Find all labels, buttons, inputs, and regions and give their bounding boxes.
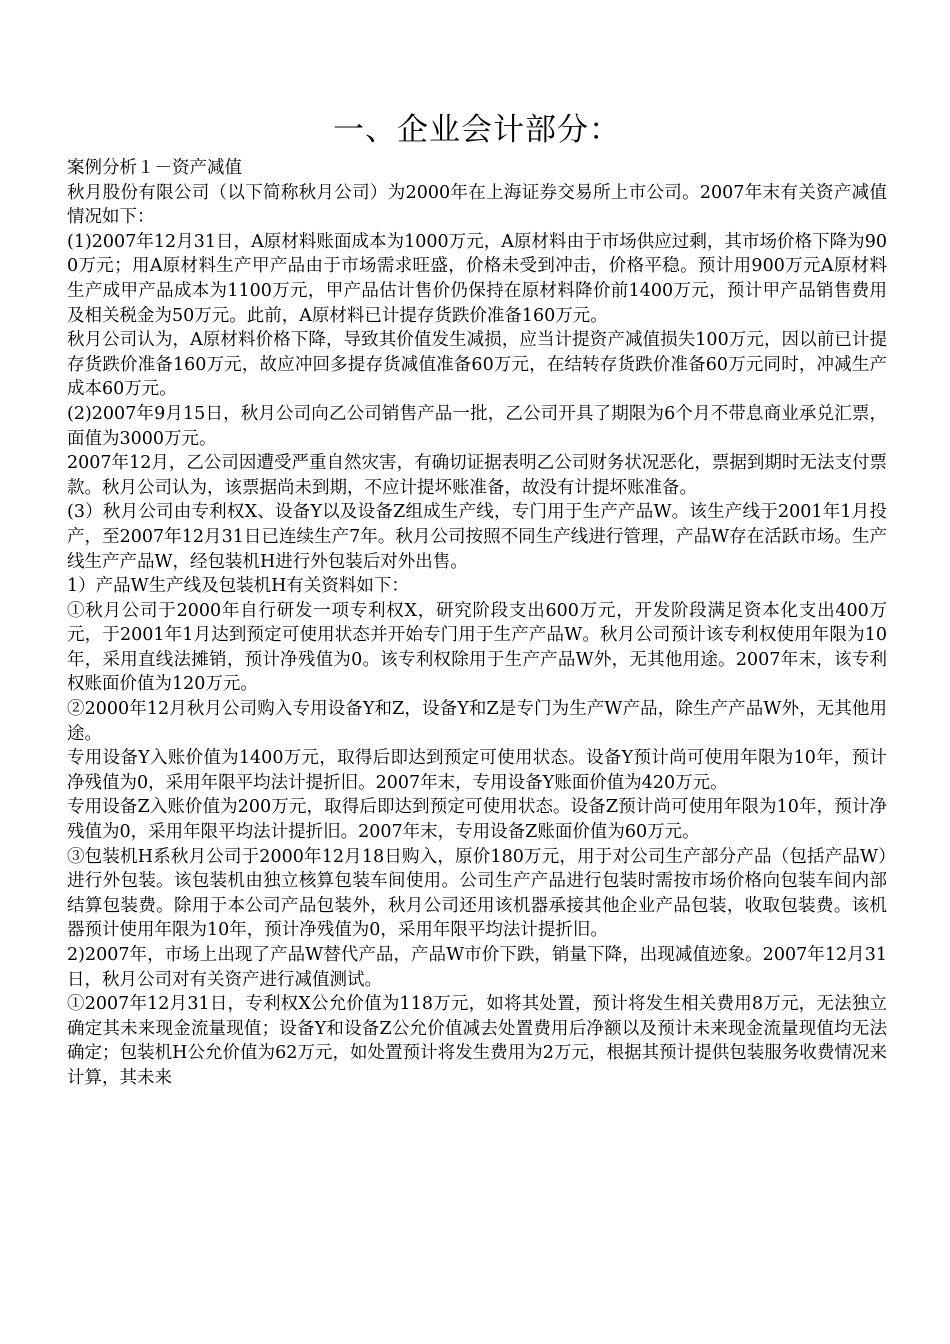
- paragraph-item-3: (3）秋月公司由专利权X、设备Y以及设备Z组成生产线，专门用于生产产品W。该生产线于2001年1月投产，至2007年12月31日已连续生产7年。秋月公司按照不同生产线进行管理，产品W存在活跃市场。生产线生产产品W，经包装机H进行外包装后对外出售。: [67, 502, 887, 572]
- paragraph-item-2: (2)2007年9月15日，秋月公司向乙公司销售产品一批，乙公司开具了期限为6个月不带息商业承兑汇票，面值为3000万元。: [67, 403, 887, 449]
- paragraph-subheading-1: 1）产品W生产线及包装机H有关资料如下：: [67, 576, 409, 597]
- page-title: 一、企业会计部分：: [333, 112, 621, 148]
- paragraph-intro: 秋月股份有限公司（以下简称秋月公司）为2000年在上海证券交易所上市公司。2007年末有关资产减值情况如下：: [67, 182, 887, 228]
- paragraph-item-2-opinion: 2007年12月，乙公司因遭受严重自然灾害，有确切证据表明乙公司财务状况恶化，票据到期时无法支付票款。秋月公司认为，该票据尚未到期，不应计提坏账准备，故没有计提坏账准备。: [67, 453, 887, 498]
- paragraph-equipment-y: 专用设备Y入账价值为1400万元，取得后即达到预定可使用状态。设备Y预计尚可使用年限为10年，预计净残值为0，采用年限平均法计提折旧。2007年末，专用设备Y账面价值为420万元。: [67, 748, 887, 793]
- paragraph-item-1: (1)2007年12月31日，A原材料账面成本为1000万元，A原材料由于市场供应过剩，其市场价格下降为900万元；用A原材料生产甲产品由于市场需求旺盛，价格未受到冲击，价格平稳。预计用900万元A原材料生产成甲产品成本为1100万元，甲产品估计售价仍保持在原材料降价前1400万元，预计甲产品销售费用及相关税金为50万元。此前，A原材料已计提存货跌价准备160万元。: [67, 231, 887, 326]
- paragraph-subheading-2: 2)2007年，市场上出现了产品W替代产品，产品W市价下跌，销量下降，出现减值迹象。2007年12月31日，秋月公司对有关资产进行减值测试。: [67, 945, 887, 990]
- paragraph-patent-x: ①秋月公司于2000年自行研发一项专利权X，研究阶段支出600万元，开发阶段满足资本化支出400万元，于2001年1月达到预定可使用状态并开始专门用于生产产品W。秋月公司预计该专利权使用年限为10年，采用直线法摊销，预计净残值为0。该专利权除用于生产产品W外，无其他用途。2007年末，该专利权账面价值为120万元。: [67, 600, 887, 695]
- document-page: [67, 110, 887, 1091]
- paragraph-item-1-opinion: 秋月公司认为，A原材料价格下降，导致其价值发生减损，应当计提资产减值损失100万元，因以前已计提存货跌价准备160万元，故应冲回多提存货减值准备60万元，在结转存货跌价准备60万元同时，冲减生产成本60万元。: [67, 330, 887, 400]
- paragraph-impairment-test: ①2007年12月31日，专利权X公允价值为118万元，如将其处置，预计将发生相关费用8万元，无法独立确定其未来现金流量现值；设备Y和设备Z公允价值减去处置费用后净额以及预计未来现金流量现值均无法确定；包装机H公允价值为62万元，如处置预计将发生费用为2万元，根据其预计提供包装服务收费情况来计算，其未来: [67, 994, 887, 1088]
- paragraph-equipment-z: 专用设备Z入账价值为200万元，取得后即达到预定可使用状态。设备Z预计尚可使用年限为10年，预计净残值为0，采用年限平均法计提折旧。2007年末，专用设备Z账面价值为60万元。: [67, 797, 887, 843]
- paragraph-equipment-yz: ②2000年12月秋月公司购入专用设备Y和Z，设备Y和Z是专门为生产W产品，除生产产品W外，无其他用途。: [67, 699, 887, 744]
- case-heading: 案例分析１－资产减值: [67, 158, 242, 178]
- paragraph-packer-h: ③包装机H系秋月公司于2000年12月18日购入，原价180万元，用于对公司生产部分产品（包括产品W）进行外包装。该包装机由独立核算包装车间使用。公司生产产品进行包装时需按市场价格向包装车间内部结算包装费。除用于本公司产品包装外，秋月公司还用该机器承接其他企业产品包装，收取包装费。该机器预计使用年限为10年，预计净残值为0，采用年限平均法计提折旧。: [67, 846, 887, 941]
